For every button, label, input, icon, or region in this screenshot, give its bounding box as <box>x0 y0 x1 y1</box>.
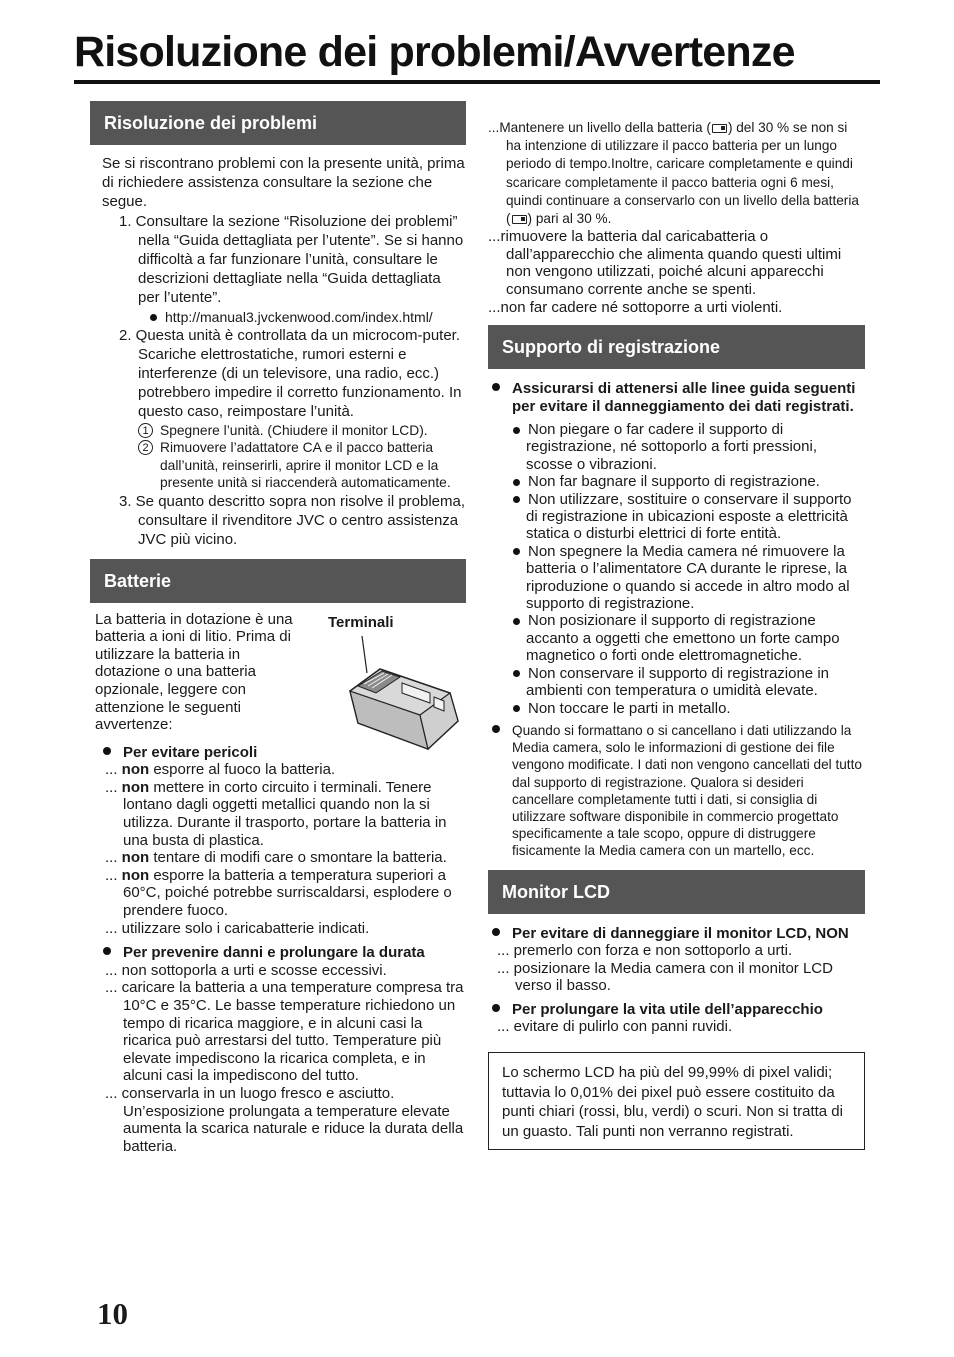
step-3: 3. Se quanto descritto sopra non risolve il problema, consultare il rivenditore JVC o centro assistenza JVC più vicino. <box>119 493 466 549</box>
battery-cont-3: ...non far cadere né sottoporre a urti violenti. <box>488 298 783 316</box>
page-number: 10 <box>97 1296 128 1331</box>
media-item: Non utilizzare, sostituire o conservare il supporto di registrazione in ubicazioni esposte a elettricità statica o disturbi elettrici di forte entità. <box>488 491 865 543</box>
media-guideline: Assicurarsi di attenersi alle linee guida seguenti per evitare il danneggiamento dei dati registrati. <box>488 380 865 415</box>
bullet-dot <box>513 618 520 625</box>
lcd-damage-title: Per evitare di danneggiare il monitor LCD, NON <box>488 925 865 942</box>
right-column <box>488 117 865 1150</box>
battery-cont-2: ...rimuovere la batteria dal caricabatteria o dall’apparecchio che alimenta quando questi ultimi non vengono utilizzati, poiché alcuni apparecchi consumano corrente anche se spenti. <box>488 228 842 298</box>
battery-cont-1: ...Mantenere un livello della batteria ( ) del 30 % se non si ha intenzione di utilizzare il pacco batteria per un lungo periodo di tempo.Inoltre, caricare completamente e quindi scaricare completamente il pacco batteria ogni 6 mesi, quindi continuare a conservarlo con un livello della batteria ( ) pari al 30 %. <box>488 120 859 227</box>
battery-level-icon <box>712 124 727 133</box>
battery-intro-text: La batteria in dotazione è una batteria a ioni di litio. Prima di utilizzare la batteria in dotazione o una batteria opzionale, leggere con attenzione le seguenti avvertenze: <box>95 610 293 734</box>
danger-item: ... non mettere in corto circuito i terminali. Tenere lontano dagli oggetti metallici quando non la si utilizza. Durante il trasporto, portare la batteria in una busta di plastica. <box>105 778 447 849</box>
media-item: Non toccare le parti in metallo. <box>488 700 865 717</box>
lcd-header: Monitor LCD <box>488 870 865 914</box>
bullet-dot <box>513 427 520 434</box>
substep-2 <box>102 439 466 492</box>
media-list <box>488 421 865 717</box>
lcd-damage-item: ... posizionare la Media camera con il monitor LCD verso il basso. <box>497 959 833 995</box>
step-1: 1. Consultare la sezione “Risoluzione dei problemi” nella “Guida dettagliata per l’utente”. Se si hanno difficoltà a far funzionare l’unità, consultare le descrizioni dettagliate nella “Guida dettagliata per l’utente”. <box>119 212 464 307</box>
lcd-note-box: Lo schermo LCD ha più del 99,99% di pixel validi; tuttavia lo 0,01% dei pixel può essere costituito da punti chiari (rossi, blu, verdi) o scuri. Non si tratta di un guasto. Tali punti non verranno registrati. <box>488 1052 865 1150</box>
durability-item: ... non sottoporla a urti e scosse eccessivi. <box>105 961 387 979</box>
terminal-label: Terminali <box>328 613 394 631</box>
lcd-life-item: ... evitare di pulirlo con panni ruvidi. <box>497 1018 733 1036</box>
durability-list <box>96 962 466 1156</box>
troubleshoot-intro: Se si riscontrano problemi con la presente unità, prima di richiedere assistenza consultare la sezione che segue. <box>102 155 465 211</box>
danger-title: Per evitare pericoli <box>96 744 466 762</box>
lcd-life-list <box>488 1018 865 1036</box>
battery-intro <box>90 603 466 743</box>
media-item: Non far bagnare il supporto di registrazione. <box>488 473 865 490</box>
bullet-dot <box>513 496 520 503</box>
circled-number-1: 1 <box>138 423 153 438</box>
troubleshoot-body <box>90 145 466 550</box>
title-rule <box>74 80 880 84</box>
bullet-dot <box>103 747 111 755</box>
durability-title: Per prevenire danni e prolungare la durata <box>96 944 466 962</box>
media-item: Non posizionare il supporto di registrazione accanto a oggetti che emettono un forte campo magnetico o forti onde elettromagnetiche. <box>488 612 865 664</box>
danger-list <box>96 761 466 937</box>
bullet-dot <box>513 548 520 555</box>
danger-item: ... utilizzare solo i caricabatterie indicati. <box>105 919 370 937</box>
media-item: Non conservare il supporto di registrazione in ambienti con temperatura o umidità elevate. <box>488 665 865 700</box>
durability-item: ... caricare la batteria a una temperature compresa tra 10°C e 35°C. Le basse temperature richiedono un tempo di ricarica maggiore, e in alcuni casi la ricarica può arrestarsi del tutto. Temperature più elevate impediscono la ricarica completa, e in alcuni casi la impediscono del tutto. <box>105 979 464 1085</box>
substep-1-text: Spegnere l’unità. (Chiudere il monitor LCD). <box>160 422 428 438</box>
lcd-damage-item: ... premerlo con forza e non sottoporlo a urti. <box>497 941 793 959</box>
lcd-damage-list <box>488 942 865 995</box>
batteries-header: Batterie <box>90 559 466 603</box>
battery-illustration <box>340 631 465 756</box>
bullet-dot <box>492 1004 500 1012</box>
page-title: Risoluzione dei problemi/Avvertenze <box>74 28 795 76</box>
bullet-dot <box>492 928 500 936</box>
manual-url-text: http://manual3.jvckenwood.com/index.html/ <box>165 308 433 325</box>
media-header: Supporto di registrazione <box>488 325 865 369</box>
lcd-life-title: Per prolungare la vita utile dell’apparecchio <box>488 1001 865 1019</box>
danger-item: ... non esporre al fuoco la batteria. <box>105 761 336 779</box>
danger-item: ... non esporre la batteria a temperatura superiori a 60°C, poiché potrebbe surriscaldarsi, esplodere o prendere fuoco. <box>105 866 452 919</box>
media-item: Non piegare o far cadere il supporto di registrazione, né sottoporlo a forti pressioni, scosse o vibrazioni. <box>488 421 865 473</box>
bullet-dot <box>492 383 500 391</box>
step-2: 2. Questa unità è controllata da un microcom-puter. Scariche elettrostatiche, rumori esterni e interferenze (di un televisore, una radio, ecc.) potrebbero impedire il corretto funzionamento. In questo caso, reimpostare l’unità. <box>119 326 462 421</box>
format-note: Quando si formattano o si cancellano i dati utilizzando la Media camera, solo le informazioni di gestione dei file vengono modificate. I dati non vengono cancellati del tutto dal supporto di registrazione. Qualora si desideri cancellare completamente tutti i dati, si consiglia di utilizzare software disponibile in commercio progettato specificamente a tale scopo, oppure di distruggere fisicamente la Media camera con un martello, ecc. <box>488 722 865 860</box>
substep-1 <box>102 422 466 440</box>
battery-level-icon <box>512 215 527 224</box>
bullet-dot <box>513 705 520 712</box>
bullet-dot <box>103 947 111 955</box>
troubleshoot-header: Risoluzione dei problemi <box>90 101 466 145</box>
bullet-dot <box>513 479 520 486</box>
bullet-dot <box>150 314 157 321</box>
lcd-body <box>488 914 865 1151</box>
manual-url[interactable] <box>102 308 466 326</box>
substep-2-text: Rimuovere l’adattatore CA e il pacco batteria dall’unità, reinserirli, aprire il monitor LCD e la presente unità si riaccenderà automaticamente. <box>160 440 451 491</box>
durability-item: ... conservarla in un luogo fresco e asciutto. Un’esposizione prolungata a temperature elevate aumenta la scarica naturale e riduce la durata della batteria. <box>105 1084 464 1155</box>
bullet-dot <box>513 670 520 677</box>
battery-warnings <box>90 744 466 1156</box>
circled-number-2: 2 <box>138 440 153 455</box>
danger-item: ... non tentare di modifi care o smontare la batteria. <box>105 849 447 867</box>
media-body <box>488 369 865 859</box>
left-column <box>90 101 466 1155</box>
bullet-dot <box>492 725 500 733</box>
media-item: Non spegnere la Media camera né rimuovere la batteria o l’alimentatore CA durante le riprese, la riproduzione o quando si accede in altro modo al supporto di registrazione. <box>488 543 865 613</box>
